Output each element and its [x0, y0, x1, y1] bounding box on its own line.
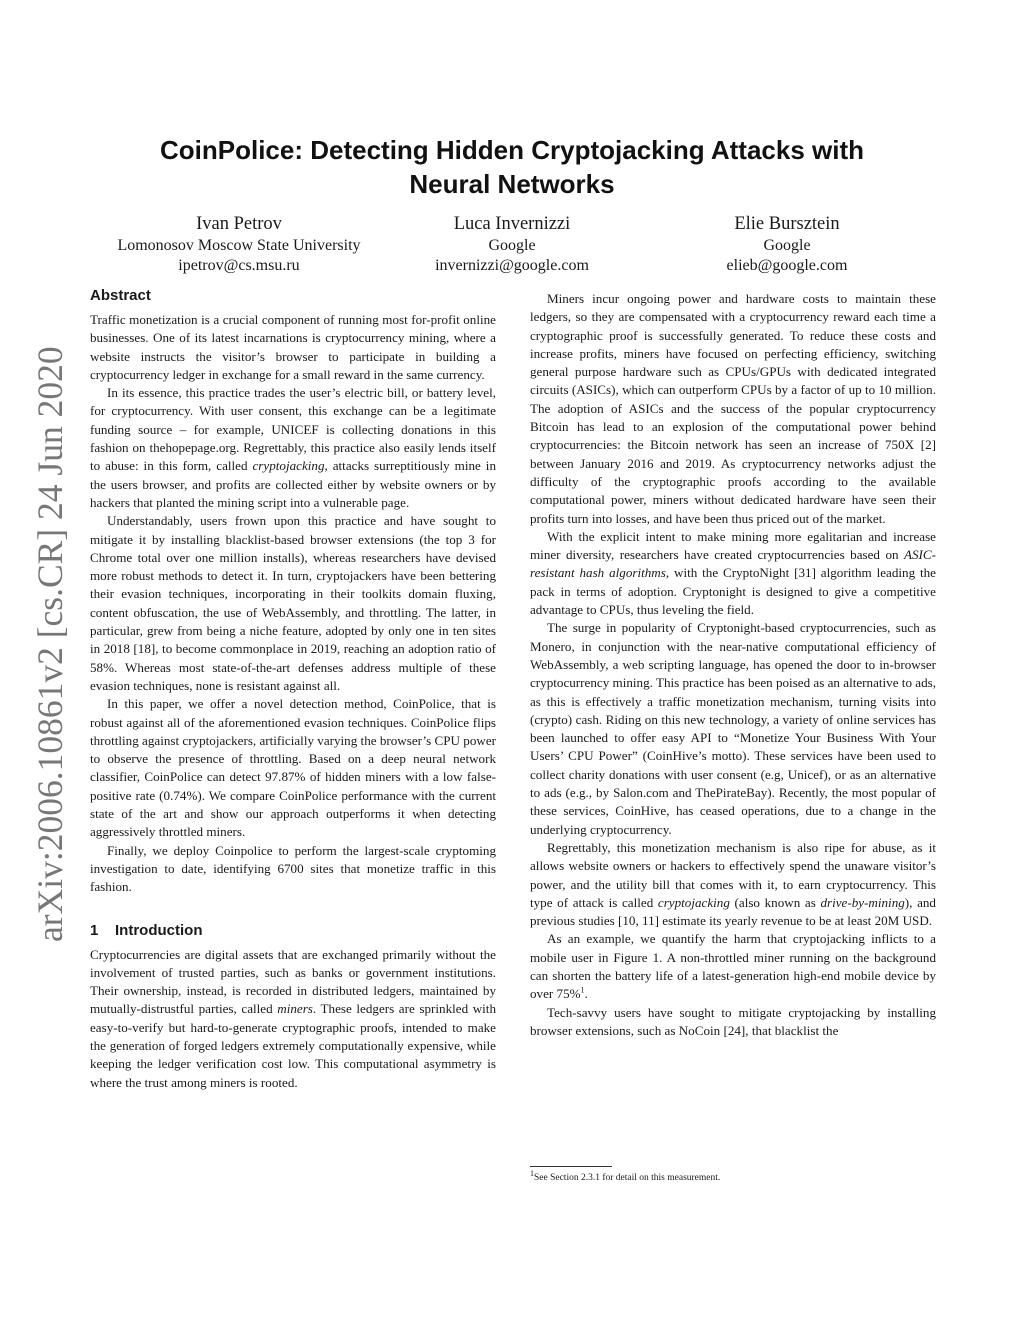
- abstract-heading: Abstract: [90, 287, 151, 304]
- title-line-1: CoinPolice: Detecting Hidden Cryptojacking Attacks with: [159, 135, 865, 165]
- author-email[interactable]: invernizzi@google.com: [435, 257, 589, 274]
- body-paragraph: As an example, we quantify the harm that cryptojacking inflicts to a mobile user in Figure 1. A non-throttled miner running on the background can shorten the battery life of a latest-generation high-end mobile device by over 75%$^1$.: [530, 931, 936, 1002]
- introduction-heading: [90, 921, 496, 941]
- footnote-text: See Section 2.3.1 for detail on this measurement.: [534, 1173, 721, 1183]
- footnote-divider: [530, 1166, 612, 1167]
- author-name: Luca Invernizzi: [453, 214, 571, 234]
- author-email[interactable]: ipetrov@cs.msu.ru: [178, 257, 300, 274]
- left-column: [90, 286, 496, 1092]
- body-paragraph: Miners incur ongoing power and hardware costs to maintain these ledgers, so they are compensated with a cryptocurrency reward each time a cryptographic proof is successfully generated. To reduce these costs and increase profits, miners have focused on perfecting efficiency, switching general purpose hardware such as CPUs/GPUs with dedicated integrated circuits (ASICs), which can outperform CPUs by a factor of up to 10 million. The adoption of ASICs and the success of the popular cryptocurrency Bitcoin has lead to an explosion of the computational power behind cryptocurrencies: the Bitcoin network has seen an increase of 750X [2] between January 2016 and 2019. As cryptocurrency networks adjust the difficulty of the cryptographic proofs according to the available computational power, miners without dedicated hardware have seen their profits turn into losses, and have been thus priced out of the market.: [530, 291, 936, 526]
- author-block-2: [362, 212, 662, 276]
- section-title: Introduction: [115, 921, 203, 939]
- introduction-paragraph: Cryptocurrencies are digital assets that are exchanged primarily without the involvement of trusted parties, such as banks or government institutions. Their ownership, instead, is recorded in distributed ledgers, maintained by mutually-distrustful parties, called miners. These ledgers are sprinkled with easy-to-verify but hard-to-generate cryptographic proofs, intended to make the generation of forged ledgers extremely computationally expensive, while keeping the ledger verification cost low. This computational asymmetry is where the trust among miners is rooted.: [90, 946, 496, 1090]
- arxiv-identifier: arXiv:2006.10861v2 [cs.CR] 24 Jun 2020: [30, 346, 70, 942]
- abstract-paragraph: In its essence, this practice trades the user’s electric bill, or battery level, for cryptocurrency. With user consent, this exchange can be a legitimate funding source – for example, UNICEF is collecting donations in this fashion on thehopepage.org. Regrettably, this practice also easily lends itself to abuse: in this form, called cryptojacking, attacks surreptitiously mine in the users browser, and profits are collected either by website owners or by hackers that planted the mining script into a vulnerable page.: [90, 385, 496, 510]
- abstract-paragraph: Traffic monetization is a crucial component of running most for-profit online businesses. One of its latest incarnations is cryptocurrency mining, where a website instructs the visitor’s browser to participate in building a cryptocurrency ledger in exchange for a small reward in the same currency.: [90, 312, 496, 382]
- body-paragraph: Regrettably, this monetization mechanism is also ripe for abuse, as it allows website owners or hackers to effectively spend the unaware visitor’s power, and the utility bill that comes with it, to earn cryptocurrency. This type of attack is called cryptojacking (also known as drive-by-mining), and previous studies [10, 11] estimate its yearly revenue to be at least 20M USD.: [530, 839, 936, 929]
- author-affiliation: Google: [488, 237, 536, 254]
- title-line-2: Neural Networks: [409, 169, 615, 199]
- abstract-paragraph: Finally, we deploy Coinpolice to perform the largest-scale cryptoming investigation to date, identifying 6700 sites that monetize traffic in this fashion.: [90, 842, 496, 895]
- body-paragraph: The surge in popularity of Cryptonight-based cryptocurrencies, such as Monero, in conjunction with the near-native computational efficiency of WebAssembly, a web scripting language, has opened the door to in-browser cryptocurrency mining. This practice has been poised as an alternative to ads, as this is effectively a traffic monetization mechanism, turning visits into (crypto) cash. Riding on this new technology, a variety of online services has been launched to offer easy API to “Monetize Your Business With Your Users’ CPU Power” (CoinHive’s motto). These services have been used to collect charity donations with user consent (e.g, Unicef), or as an alternative to ads (e.g., by Salon.com and ThePirateBay). Recently, the most popular of these services, CoinHive, has ceased operations, due to a change in the underlying cryptocurrency.: [530, 620, 936, 837]
- author-affiliation: Lomonosov Moscow State University: [117, 237, 361, 254]
- footnote: [530, 1166, 936, 1185]
- footnote-mark: 1: [530, 1168, 534, 1178]
- author-affiliation: Google: [763, 237, 811, 254]
- footnote-reference[interactable]: 1: [580, 985, 585, 995]
- abstract-paragraph: In this paper, we offer a novel detection method, CoinPolice, that is robust against all of the aforementioned evasion techniques. CoinPolice flips throttling against cryptojackers, artificially varying the browser’s CPU power to observe the presence of throttling. Based on a deep neural network classifier, CoinPolice can detect 97.87% of hidden miners with a low false-positive rate (0.74%). We compare CoinPolice performance with the current state of the art and show our approach outperforms it when detecting aggressively throttled miners.: [90, 696, 496, 840]
- author-block-1: [89, 212, 389, 276]
- section-number: 1: [90, 921, 99, 939]
- paper-title: [100, 133, 924, 201]
- author-block-3: [637, 212, 937, 276]
- author-name: Elie Bursztein: [734, 214, 840, 234]
- right-column: [530, 290, 936, 1040]
- body-paragraph: Tech-savvy users have sought to mitigate cryptojacking by installing browser extensions, such as NoCoin [24], that blacklist the: [530, 1004, 936, 1038]
- body-paragraph: With the explicit intent to make mining more egalitarian and increase miner diversity, researchers have created cryptocurrencies based on ASIC-resistant hash algorithms, with the CryptoNight [31] algorithm leading the pack in terms of adoption. Cryptonight is designed to give a competitive advantage to CPUs, thus leveling the field.: [530, 528, 936, 618]
- author-email[interactable]: elieb@google.com: [726, 257, 848, 274]
- author-name: Ivan Petrov: [196, 214, 282, 234]
- abstract-paragraph: Understandably, users frown upon this practice and have sought to mitigate it by installing blacklist-based browser extensions (the top 3 for Chrome total over one million installs), whereas researchers have devised more robust methods to detect it. In turn, cryptojackers have been bettering their evasion techniques, incorporating in their toolkits domain fluxing, content obfuscation, the use of WebAssembly, and throttling. The latter, in particular, grew from being a niche feature, adopted by only one in ten sites in 2018 [18], to become commonplace in 2019, reaching an adoption ratio of 58%. Whereas most state-of-the-art defenses address multiple of these evasion techniques, none is resistant against all.: [90, 513, 496, 693]
